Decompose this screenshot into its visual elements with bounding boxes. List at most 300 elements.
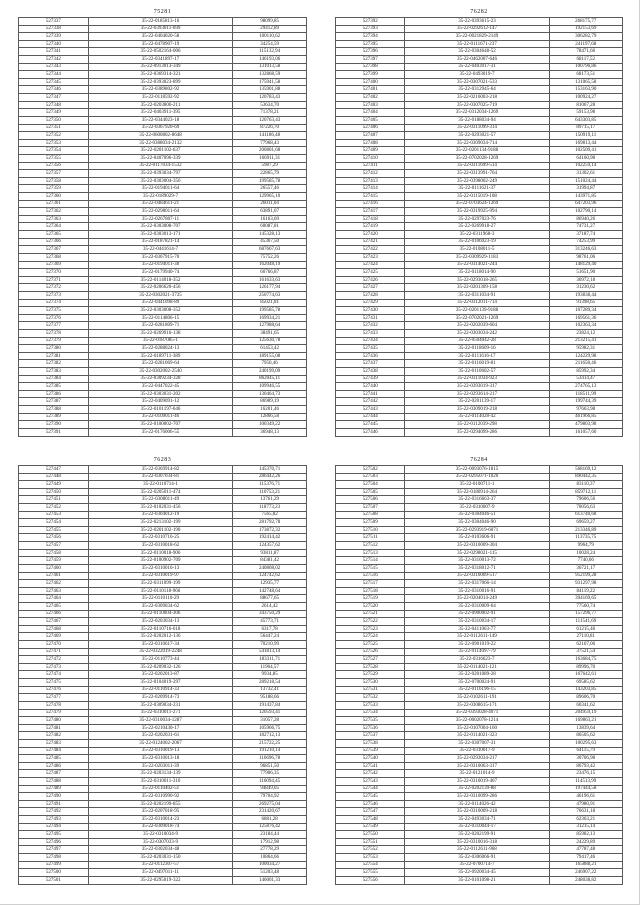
- row-id-cell: 527535: [336, 717, 405, 725]
- table-row: [336, 656, 623, 664]
- row-code-cell: 35-22-0309234-328: [88, 375, 233, 383]
- table-row: [19, 329, 307, 337]
- row-amount-cell: 890442,35: [549, 473, 622, 481]
- table-row: [19, 580, 307, 588]
- row-code-cell: 35-22-0411063-77: [405, 625, 549, 633]
- row-code-cell: 35-22-0310617-34: [88, 641, 233, 649]
- row-code-cell: 35-22-0307007-31: [405, 739, 549, 747]
- table-row: [19, 406, 307, 414]
- row-code-cell: 35-22-0393019-317: [405, 383, 549, 391]
- row-code-cell: 35-22-0203034-13: [88, 618, 233, 626]
- row-amount-cell: 162048,19: [233, 261, 307, 269]
- row-amount-cell: 16201,46: [233, 406, 307, 414]
- row-code-cell: 35-22-0341897-17: [88, 56, 233, 64]
- row-code-cell: 35-22-0189029-7: [88, 193, 233, 201]
- row-id-cell: 527352: [19, 132, 89, 140]
- row-amount-cell: 107289,34: [549, 307, 622, 315]
- table-row: [19, 291, 307, 299]
- row-id-cell: 527498: [19, 854, 89, 862]
- row-id-cell: 527484: [19, 747, 89, 755]
- row-amount-cell: 11964,57: [233, 663, 307, 671]
- row-code-cell: 35-22-0310014-23: [88, 816, 233, 824]
- row-amount-cell: 85982,13: [549, 831, 622, 839]
- row-id-cell: 527483: [19, 739, 89, 747]
- row-code-cell: 35-22-0703624-1269: [405, 200, 549, 208]
- row-code-cell: 35-22-0310016-318: [405, 838, 549, 846]
- row-id-cell: 527477: [19, 694, 89, 702]
- row-id-cell: 527408: [336, 139, 405, 147]
- row-amount-cell: 116094,45: [233, 777, 307, 785]
- row-amount-cell: 120763,43: [233, 116, 307, 124]
- table-row: [336, 101, 623, 109]
- table-row: [336, 428, 623, 436]
- row-code-cell: 35-22-0302021-3735: [88, 291, 233, 299]
- table-row: [19, 542, 307, 550]
- row-code-cell: 35-22-0114026-42: [405, 800, 549, 808]
- table-row: [336, 625, 623, 633]
- row-id-cell: 527496: [19, 838, 89, 846]
- table-row: [336, 671, 623, 679]
- row-amount-cell: 37187,74: [549, 231, 622, 239]
- row-code-cell: 35-22-0108011-5: [405, 246, 549, 254]
- row-amount-cell: 2614,42: [233, 602, 307, 610]
- row-code-cell: 35-22-0462007-646: [405, 56, 549, 64]
- table-row: [19, 656, 307, 664]
- table-row: [19, 261, 307, 269]
- row-code-cell: 35-22-0295071-1026: [405, 473, 549, 481]
- row-amount-cell: 45367,50: [233, 238, 307, 246]
- table-row: [336, 177, 623, 185]
- row-id-cell: 527362: [19, 208, 89, 216]
- row-id-cell: 527391: [19, 428, 89, 436]
- row-amount-cell: 114513,99: [549, 777, 622, 785]
- row-amount-cell: 77968,43: [233, 139, 307, 147]
- table-row: [336, 86, 623, 94]
- row-amount-cell: 45773,71: [233, 618, 307, 626]
- row-code-cell: 35-22-0310013-72: [405, 557, 549, 565]
- row-id-cell: 527434: [336, 337, 405, 345]
- row-id-cell: 527554: [336, 861, 405, 869]
- row-code-cell: 35-22-0114018-352: [88, 276, 233, 284]
- row-amount-cell: 68173,51: [549, 71, 622, 79]
- row-code-cell: 35-22-0110402-51: [88, 785, 233, 793]
- row-amount-cell: 31230,62: [549, 284, 622, 292]
- table-row: [19, 284, 307, 292]
- table-row: [336, 587, 623, 595]
- row-id-cell: 527510: [336, 526, 405, 534]
- table-row: [336, 770, 623, 778]
- row-amount-cell: 38491,65: [233, 329, 307, 337]
- row-id-cell: 527527: [336, 656, 405, 664]
- row-code-cell: 35-22-0303008-352: [88, 307, 233, 315]
- row-amount-cell: 29412,89: [233, 25, 307, 33]
- row-code-cell: 35-22-9114097-79: [405, 648, 549, 656]
- table-row: [336, 572, 623, 580]
- table-row: [19, 488, 307, 496]
- row-id-cell: 527430: [336, 307, 405, 315]
- table-row: [19, 215, 307, 223]
- row-id-cell: 527346: [19, 86, 89, 94]
- table-row: [19, 777, 307, 785]
- row-code-cell: 35-22-0292612-147: [405, 25, 549, 33]
- row-amount-cell: 143203,85: [549, 686, 622, 694]
- row-id-cell: 527536: [336, 724, 405, 732]
- table-row: [336, 739, 623, 747]
- table-row: [336, 641, 623, 649]
- table-row: [336, 793, 623, 801]
- row-amount-cell: 102790,14: [549, 208, 622, 216]
- row-id-cell: 527465: [19, 602, 89, 610]
- row-amount-cell: 306282,79: [549, 33, 622, 41]
- row-id-cell: 527424: [336, 261, 405, 269]
- table-row: [19, 519, 307, 527]
- row-code-cell: 35-22-0310034-9: [88, 831, 233, 839]
- row-id-cell: 527482: [19, 732, 89, 740]
- table-row: [336, 854, 623, 862]
- row-id-cell: 527371: [19, 276, 89, 284]
- row-id-cell: 527425: [336, 269, 405, 277]
- row-amount-cell: 102259,14: [549, 162, 622, 170]
- table-row: [19, 831, 307, 839]
- row-id-cell: 527455: [19, 526, 89, 534]
- row-amount-cell: 169561,36: [549, 314, 622, 322]
- row-id-cell: 527486: [19, 762, 89, 770]
- table-row: [19, 360, 307, 368]
- table-row: [19, 564, 307, 572]
- row-code-cell: 35-22-0344023-18: [88, 116, 233, 124]
- row-code-cell: 35-22-0203134-139: [88, 770, 233, 778]
- row-amount-cell: 47787,48: [549, 846, 622, 854]
- table-row: [19, 238, 307, 246]
- row-id-cell: 527450: [19, 488, 89, 496]
- table-row: [19, 177, 307, 185]
- row-code-cell: 35-22-0188034-94: [405, 116, 549, 124]
- row-code-cell: 35-22-0103606-91: [405, 534, 549, 542]
- row-id-cell: 527368: [19, 253, 89, 261]
- row-amount-cell: 118773,23: [233, 504, 307, 512]
- row-code-cell: 35-22-0493019-7: [405, 71, 549, 79]
- row-id-cell: 527530: [336, 679, 405, 687]
- table-row: [19, 717, 307, 725]
- row-id-cell: 527388: [19, 406, 89, 414]
- table-row: [336, 132, 623, 140]
- row-id-cell: 527476: [19, 686, 89, 694]
- table-row: [336, 488, 623, 496]
- row-amount-cell: 120783,43: [233, 94, 307, 102]
- row-code-cell: 35-22-0310011-271: [88, 709, 233, 717]
- row-code-cell: 35-22-0302034-48: [88, 846, 233, 854]
- row-id-cell: 527410: [336, 154, 405, 162]
- row-amount-cell: 131013,58: [233, 63, 307, 71]
- row-id-cell: 527344: [19, 71, 89, 79]
- table-row: [336, 663, 623, 671]
- row-amount-cell: 191437,84: [233, 701, 307, 709]
- row-amount-cell: 167642,61: [549, 671, 622, 679]
- row-code-cell: 35-22-0316623-7: [405, 656, 549, 664]
- table-row: [19, 246, 307, 254]
- row-code-cell: 35-22-0306066-91: [405, 854, 549, 862]
- row-id-cell: 527419: [336, 223, 405, 231]
- row-id-cell: 527411: [336, 162, 405, 170]
- row-code-cell: 35-22-0310016-13: [88, 564, 233, 572]
- table-row: [19, 504, 307, 512]
- row-amount-cell: 87226,70: [233, 124, 307, 132]
- row-amount-cell: 647203,96: [549, 200, 622, 208]
- row-code-cell: 35-22-0308615-171: [405, 701, 549, 709]
- row-amount-cell: 289218,54: [233, 679, 307, 687]
- row-amount-cell: 102509,41: [549, 147, 622, 155]
- row-id-cell: 527452: [19, 504, 89, 512]
- row-id-cell: 527375: [19, 307, 89, 315]
- table-row: [19, 147, 307, 155]
- table-row: [336, 413, 623, 421]
- row-id-cell: 527423: [336, 253, 405, 261]
- row-id-cell: 527534: [336, 709, 405, 717]
- row-amount-cell: 173872,32: [233, 526, 307, 534]
- row-code-cell: 35-22-0102611-191: [405, 694, 549, 702]
- row-id-cell: 527398: [336, 63, 405, 71]
- row-amount-cell: 36721,17: [549, 564, 622, 572]
- row-id-cell: 527517: [336, 580, 405, 588]
- row-code-cell: 35-22-0913013-349: [88, 63, 233, 71]
- row-amount-cell: 36948,13: [233, 428, 307, 436]
- data-table-2: [335, 17, 623, 437]
- row-code-cell: 35-22-0002078-1214: [405, 717, 549, 725]
- row-code-cell: 35-22-0312034-1269: [405, 109, 549, 117]
- row-code-cell: 35-22-0309018-74: [88, 823, 233, 831]
- row-code-cell: 35-22-0310007-9: [405, 504, 549, 512]
- row-amount-cell: 192153,69: [549, 25, 622, 33]
- table-row: [19, 785, 307, 793]
- table-row: [336, 421, 623, 429]
- table-row: [19, 86, 307, 94]
- row-amount-cell: 859712,11: [549, 488, 622, 496]
- row-amount-cell: 9964,79: [549, 542, 622, 550]
- row-code-cell: 35-22-0121014-9: [405, 770, 549, 778]
- table-title-1: 75281: [153, 9, 172, 15]
- row-id-cell: 527351: [19, 124, 89, 132]
- row-amount-cell: 199744,39: [549, 398, 622, 406]
- row-id-cell: 527381: [19, 352, 89, 360]
- row-code-cell: 35-22-0295019-322: [88, 876, 233, 884]
- row-amount-cell: 131065,58: [549, 78, 622, 86]
- row-id-cell: 527480: [19, 717, 89, 725]
- row-id-cell: 527488: [19, 777, 89, 785]
- row-id-cell: 527463: [19, 587, 89, 595]
- row-amount-cell: 59153,98: [549, 109, 622, 117]
- row-amount-cell: 22865,79: [233, 170, 307, 178]
- row-id-cell: 527361: [19, 200, 89, 208]
- row-amount-cell: 86505,62: [549, 732, 622, 740]
- row-amount-cell: 26011,04: [233, 200, 307, 208]
- table-row: [19, 686, 307, 694]
- row-code-cell: 35-22-0110714-1: [88, 481, 233, 489]
- row-code-cell: 35-22-0393023-899: [88, 78, 233, 86]
- row-code-cell: 35-22-0309019-218: [405, 406, 549, 414]
- table-row: [19, 269, 307, 277]
- row-code-cell: 35-22-0367915-70: [88, 253, 233, 261]
- row-id-cell: 527551: [336, 838, 405, 846]
- row-amount-cell: 163684,75: [549, 656, 622, 664]
- table-row: [19, 200, 307, 208]
- row-code-cell: 35-22-0303034-242: [405, 329, 549, 337]
- row-id-cell: 527500: [19, 869, 89, 877]
- table-row: [19, 633, 307, 641]
- row-id-cell: 527453: [19, 511, 89, 519]
- table-row: [336, 398, 623, 406]
- row-id-cell: 527444: [336, 413, 405, 421]
- table-row: [336, 94, 623, 102]
- table-row: [336, 352, 623, 360]
- row-code-cell: 35-22-0901019-22: [405, 641, 549, 649]
- row-amount-cell: 931297,98: [549, 580, 622, 588]
- row-code-cell: 35-22-0101197-646: [88, 406, 233, 414]
- table-row: [19, 390, 307, 398]
- row-code-cell: 35-22-0106923-19: [405, 238, 549, 246]
- row-id-cell: 527400: [336, 78, 405, 86]
- row-code-cell: 35-22-0478907-19: [88, 40, 233, 48]
- row-id-cell: 527431: [336, 314, 405, 322]
- row-id-cell: 527350: [19, 116, 89, 124]
- row-amount-cell: 189155,08: [233, 352, 307, 360]
- row-id-cell: 527526: [336, 648, 405, 656]
- table-row: [336, 519, 623, 527]
- table-row: [336, 549, 623, 557]
- row-id-cell: 527348: [19, 101, 89, 109]
- row-code-cell: 35-22-0600802-8648: [88, 132, 233, 140]
- table-row: [336, 724, 623, 732]
- row-code-cell: 35-22-0202199-855: [88, 800, 233, 808]
- table-title-4: 76284: [470, 457, 488, 463]
- row-id-cell: 527456: [19, 534, 89, 542]
- row-amount-cell: 169934,21: [233, 314, 307, 322]
- row-id-cell: 527521: [336, 610, 405, 618]
- row-code-cell: 35-22-0201309-158: [405, 284, 549, 292]
- table-row: [19, 572, 307, 580]
- row-amount-cell: 157296,77: [549, 610, 622, 618]
- row-id-cell: 527485: [19, 755, 89, 763]
- row-amount-cell: 6881,28: [233, 816, 307, 824]
- table-row: [336, 238, 623, 246]
- row-id-cell: 527464: [19, 595, 89, 603]
- row-code-cell: 35-22-0269916-138: [88, 329, 233, 337]
- row-code-cell: 35-22-0404020-58: [88, 33, 233, 41]
- table-row: [19, 109, 307, 117]
- row-code-cell: 35-22-0124002-2067: [88, 739, 233, 747]
- row-code-cell: 35-22-0310016-91: [405, 587, 549, 595]
- table-row: [336, 557, 623, 565]
- row-id-cell: 527543: [336, 777, 405, 785]
- table-row: [336, 800, 623, 808]
- table-row: [336, 755, 623, 763]
- table-row: [336, 406, 623, 414]
- row-amount-cell: 199585,78: [233, 177, 307, 185]
- table-row: [19, 800, 307, 808]
- row-amount-cell: 102363,34: [549, 322, 622, 330]
- row-code-cell: 35-22-0203806-211: [88, 101, 233, 109]
- row-amount-cell: 142748,64: [233, 587, 307, 595]
- table-row: [336, 116, 623, 124]
- row-code-cell: 35-22-0180914-264: [405, 488, 549, 496]
- row-code-cell: 35-22-0202139-88: [405, 785, 549, 793]
- table-row: [336, 307, 623, 315]
- row-amount-cell: 643303,85: [549, 116, 622, 124]
- row-id-cell: 527387: [19, 398, 89, 406]
- table-row: [336, 185, 623, 193]
- row-amount-cell: 91398,65: [549, 299, 622, 307]
- table-row: [19, 94, 307, 102]
- row-code-cell: 35-22-0310018-62: [88, 542, 233, 550]
- table-row: [19, 398, 307, 406]
- row-code-cell: 35-22-0100902-709: [88, 557, 233, 565]
- row-id-cell: 527436: [336, 352, 405, 360]
- row-id-cell: 527349: [19, 109, 89, 117]
- table-row: [336, 322, 623, 330]
- row-amount-cell: 86940,26: [549, 215, 622, 223]
- row-id-cell: 527532: [336, 694, 405, 702]
- row-code-cell: 35-22-0310009-64: [405, 602, 549, 610]
- table-row: [19, 846, 307, 854]
- row-amount-cell: 115376,71: [233, 481, 307, 489]
- table-row: [336, 762, 623, 770]
- table-row: [19, 276, 307, 284]
- row-amount-cell: 231420,67: [233, 808, 307, 816]
- row-code-cell: 35-22-0201102-190: [88, 526, 233, 534]
- row-code-cell: 35-22-0702021-1269: [405, 314, 549, 322]
- table-row: [336, 208, 623, 216]
- row-code-cell: 35-22-0093076-1815: [405, 466, 549, 474]
- row-amount-cell: 862045,11: [233, 375, 307, 383]
- row-amount-cell: 51651,90: [549, 269, 622, 277]
- table-row: [19, 557, 307, 565]
- row-amount-cell: 51203,48: [233, 869, 307, 877]
- row-amount-cell: 343750,29: [233, 610, 307, 618]
- row-id-cell: 527540: [336, 755, 405, 763]
- row-code-cell: 35-22-0309034-62: [88, 602, 233, 610]
- row-id-cell: 527447: [19, 466, 89, 474]
- table-row: [19, 48, 307, 56]
- row-amount-cell: 100349,22: [233, 421, 307, 429]
- table-row: [19, 861, 307, 869]
- row-amount-cell: 146193,06: [233, 56, 307, 64]
- row-id-cell: 527515: [336, 564, 405, 572]
- table-row: [336, 831, 623, 839]
- row-code-cell: 35-22-0209032-126: [88, 663, 233, 671]
- row-id-cell: 527412: [336, 170, 405, 178]
- row-amount-cell: 85021,81: [233, 299, 307, 307]
- row-code-cell: 35-22-0298011-64: [88, 208, 233, 216]
- row-amount-cell: 7740,66: [549, 557, 622, 565]
- row-id-cell: 527345: [19, 78, 89, 86]
- row-id-cell: 527366: [19, 238, 89, 246]
- row-amount-cell: 12935,77: [233, 580, 307, 588]
- row-amount-cell: 37521,54: [549, 648, 622, 656]
- table-row: [336, 78, 623, 86]
- table-row: [336, 686, 623, 694]
- row-amount-cell: 461966,85: [549, 413, 622, 421]
- table-row: [19, 368, 307, 376]
- row-code-cell: 35-22-0110018-906: [88, 549, 233, 557]
- row-id-cell: 527547: [336, 808, 405, 816]
- table-row: [336, 869, 623, 877]
- row-id-cell: 527474: [19, 671, 89, 679]
- row-amount-cell: 161057,60: [549, 428, 622, 436]
- row-code-cell: 35-22-0100002-707: [88, 421, 233, 429]
- row-amount-cell: 145328,13: [233, 231, 307, 239]
- row-amount-cell: 200801,68: [233, 147, 307, 155]
- row-id-cell: 527467: [19, 618, 89, 626]
- table-row: [19, 838, 307, 846]
